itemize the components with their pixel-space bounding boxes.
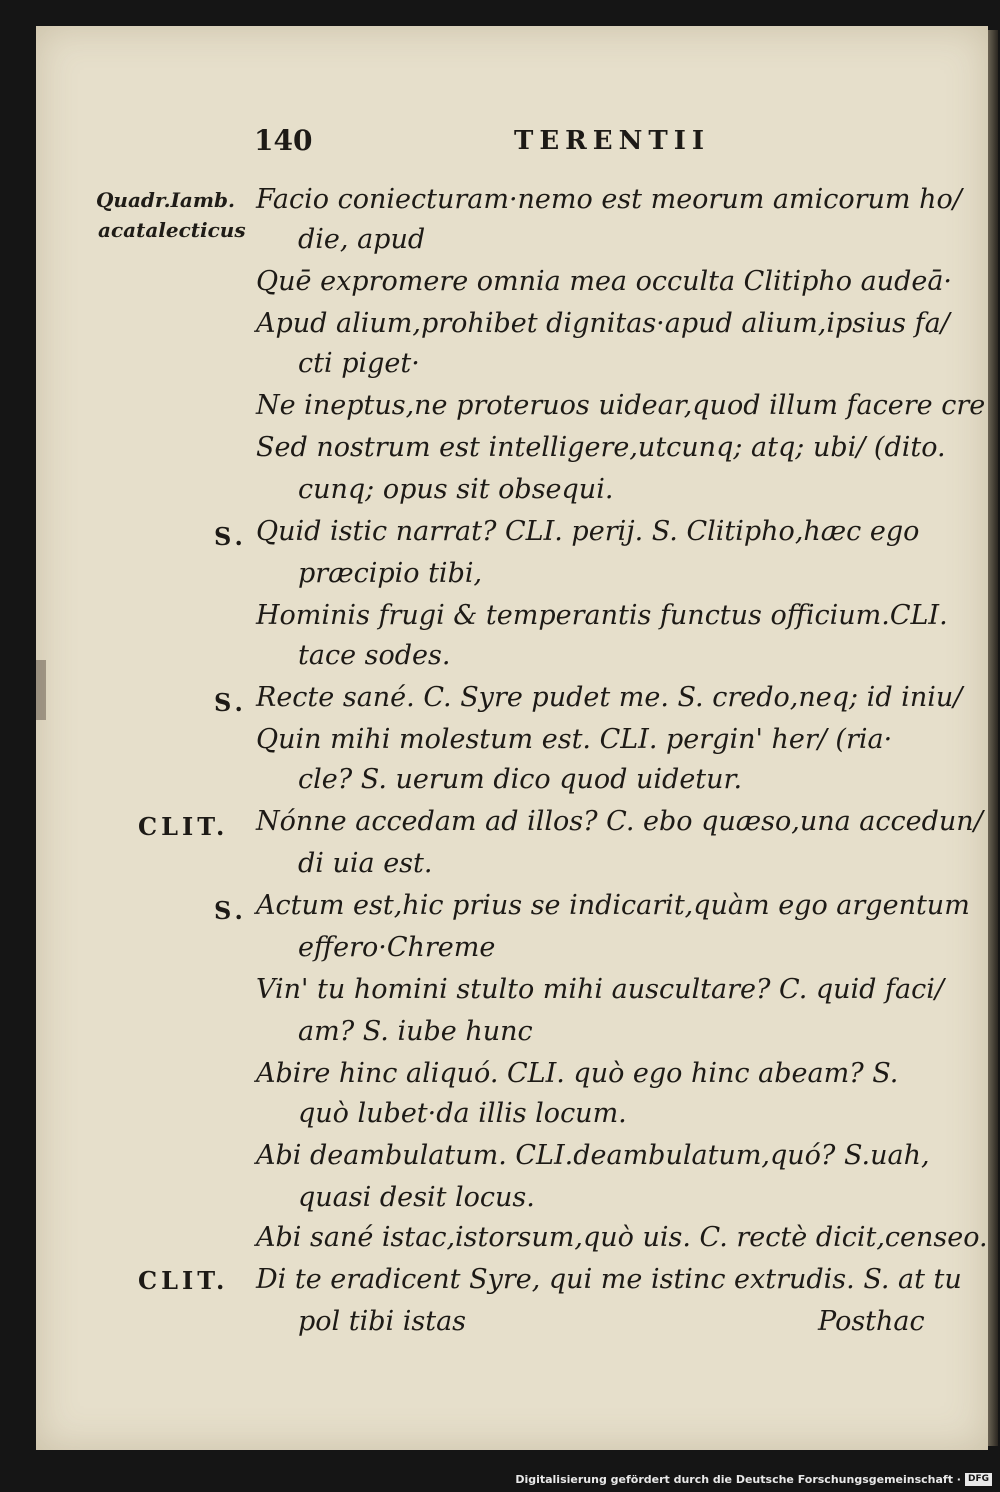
verse-line: Apud alium,prohibet dignitas·apud alium,ipsius fa/ (256, 308, 950, 339)
verse-line: am? S. iube hunc (298, 1016, 533, 1047)
speaker-label: S. (214, 522, 247, 551)
verse-line: cunq; opus sit obsequi. (298, 474, 614, 505)
verse-line: præcipio tibi, (298, 558, 483, 589)
page-header (36, 124, 988, 164)
dfg-logo-icon: DFG (965, 1473, 992, 1486)
margin-note-type: acatalecticus (98, 218, 246, 242)
verse-line: pol tibi istas (298, 1306, 467, 1337)
verse-line: Nónne accedam ad illos? C. ebo quæso,una accedun/ (256, 806, 983, 837)
verse-line: quò lubet·da illis locum. (298, 1098, 627, 1129)
footer-credit-text: Digitalisierung gefördert durch die Deutsche Forschungsgemeinschaft · (515, 1473, 961, 1486)
page-edge (988, 30, 998, 1446)
verse-line: tace sodes. (298, 640, 451, 671)
verse-line: Vin' tu homini stulto mihi auscultare? C. quid faci/ (256, 974, 944, 1005)
verse-line: Facio coniecturam·nemo est meorum amicorum ho/ (256, 184, 962, 215)
catchword: Posthac (818, 1306, 925, 1337)
verse-line: Abi sané istac,istorsum,quò uis. C. rectè dicit,censeo. (256, 1222, 988, 1253)
verse-line: Abi deambulatum. CLI.deambulatum,quó? S.uah, (256, 1140, 930, 1171)
verse-line: Recte sané. C. Syre pudet me. S. credo,neq; id iniu/ (256, 682, 963, 713)
speaker-label: S. (214, 896, 247, 925)
speaker-label: CLIT. (138, 812, 229, 841)
verse-line: Hominis frugi & temperantis functus officium.CLI. (256, 600, 948, 631)
running-title: TERENTII (514, 126, 711, 156)
verse-line: die, apud (298, 224, 426, 255)
verse-line: Abire hinc aliquó. CLI. quò ego hinc abeam? S. (256, 1058, 899, 1089)
verse-line: Quid istic narrat? CLI. perij. S. Clitipho,hæc ego (256, 516, 920, 547)
footer-credit (515, 1473, 992, 1486)
verse-line: effero·Chreme (298, 932, 496, 963)
verse-line: quasi desit locus. (298, 1182, 535, 1213)
book-page (36, 26, 988, 1450)
verse-line: Quin mihi molestum est. CLI. pergin' her/ (ria· (256, 724, 893, 755)
verse-line: Quē expromere omnia mea occulta Clitipho audeā· (256, 266, 953, 297)
verse-line: Actum est,hic prius se indicarit,quàm ego argentum (256, 890, 970, 921)
verse-line: cle? S. uerum dico quod uidetur. (298, 764, 743, 795)
verse-line: Sed nostrum est intelligere,utcunq; atq; ubi/ (dito. (256, 432, 946, 463)
page-bleed-mark (36, 660, 46, 720)
speaker-label: CLIT. (138, 1266, 229, 1295)
speaker-label: S. (214, 688, 247, 717)
verse-line: Di te eradicent Syre, qui me istinc extrudis. S. at tu (256, 1264, 962, 1295)
verse-line: Ne ineptus,ne proteruos uidear,quod illum facere cre (256, 390, 986, 421)
page-number: 140 (254, 124, 313, 157)
verse-line: di uia est. (298, 848, 433, 879)
verse-line: cti piget· (298, 348, 420, 379)
margin-note-meter: Quadr.Iamb. (96, 188, 235, 212)
